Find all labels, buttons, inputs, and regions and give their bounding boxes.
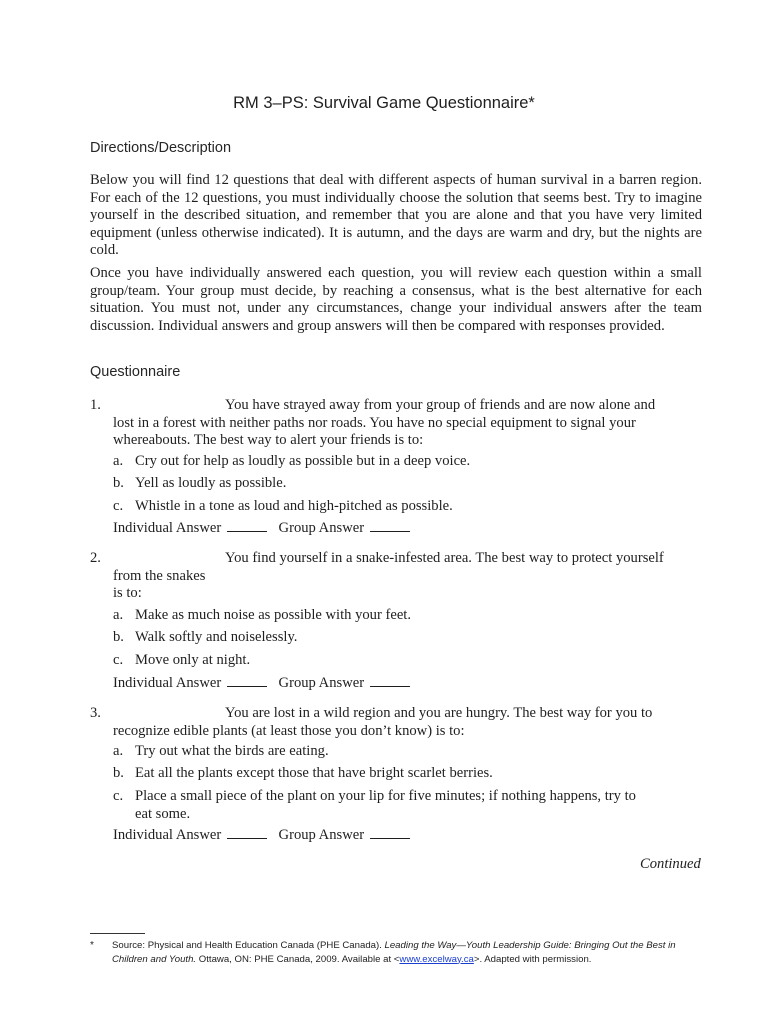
- option-letter: c.: [113, 788, 124, 804]
- option-letter: b.: [113, 765, 124, 781]
- stem-line: You find yourself in a snake-infested area. The best way to protect yourself: [225, 550, 664, 566]
- individual-answer-blank[interactable]: [227, 530, 267, 532]
- group-answer-label: Group Answer: [278, 675, 365, 691]
- group-answer-blank[interactable]: [370, 837, 410, 839]
- option-text: Move only at night.: [135, 652, 251, 668]
- individual-answer-blank[interactable]: [227, 685, 267, 687]
- stem-line: is to:: [113, 585, 142, 602]
- option-text: Yell as loudly as possible.: [135, 475, 287, 491]
- answer-line: [113, 827, 412, 845]
- group-answer-blank[interactable]: [370, 685, 410, 687]
- questionnaire-heading: Questionnaire: [90, 364, 181, 380]
- stem-line: from the snakes: [113, 567, 206, 584]
- question-number: 1.: [90, 397, 101, 413]
- group-answer-label: Group Answer: [278, 827, 365, 843]
- directions-heading: Directions/Description: [90, 140, 232, 156]
- individual-answer-label: Individual Answer: [113, 520, 222, 536]
- option-letter: a.: [113, 743, 124, 759]
- individual-answer-blank[interactable]: [227, 837, 267, 839]
- footnote-permission-text: >. Adapted with permission.: [473, 953, 592, 965]
- footnote-mark: *: [90, 940, 94, 951]
- stem-line: recognize edible plants (at least those you don’t know) is to:: [113, 722, 465, 739]
- question-number: 3.: [90, 705, 101, 721]
- option-text: Eat all the plants except those that have bright scarlet berries.: [135, 765, 493, 781]
- option-text: Try out what the birds are eating.: [135, 743, 329, 759]
- answer-line: [113, 675, 412, 693]
- individual-answer-label: Individual Answer: [113, 675, 222, 691]
- option-text-line: eat some.: [135, 805, 191, 822]
- option-text: Cry out for help as loudly as possible but in a deep voice.: [135, 453, 471, 469]
- option-text: [135, 788, 695, 823]
- directions-paragraph: Once you have individually answered each question, you will review each question within a small group/team. Your group must decide, by reaching a consensus, what is the best alternative for each situation. You must not, under any circumstances, change your individual answers after the team discussion. Individual answers and group answers will then be compared with responses provided.: [90, 265, 702, 334]
- option-letter: c.: [113, 652, 124, 668]
- footnote: [112, 939, 712, 966]
- question-stem: [113, 705, 703, 740]
- stem-line: You are lost in a wild region and you are hungry. The best way for you to: [225, 705, 653, 721]
- answer-line: [113, 520, 412, 538]
- continued-label: Continued: [640, 856, 701, 872]
- page-title: RM 3–PS: Survival Game Questionnaire*: [233, 94, 535, 112]
- footnote-publisher-text: Ottawa, ON: PHE Canada, 2009. Available at <: [196, 953, 400, 965]
- directions-paragraph: Below you will find 12 questions that deal with different aspects of human survival in a barren region. For each of the 12 questions, you must individually choose the solution that seems best. Try to imagine yourself in the described situation, and remember that you are alone and that you have very limited equipment (unless otherwise indicated). It is autumn, and the days are warm and dry, but the nights are cold.: [90, 172, 702, 259]
- option-letter: a.: [113, 453, 124, 469]
- footnote-title: Leading the Way—Youth Leadership Guide: Bringing Out the Best in Children and Youth.: [112, 940, 676, 965]
- question-stem: [113, 397, 703, 450]
- footnote-link[interactable]: www.excelway.ca: [399, 953, 474, 965]
- question-number: 2.: [90, 550, 101, 566]
- option-letter: b.: [113, 475, 124, 491]
- option-letter: c.: [113, 498, 124, 514]
- footnote-source-text: Source: Physical and Health Education Canada (PHE Canada).: [112, 940, 385, 951]
- group-answer-label: Group Answer: [278, 520, 365, 536]
- option-text: Make as much noise as possible with your feet.: [135, 607, 412, 623]
- option-text: Walk softly and noiselessly.: [135, 629, 298, 645]
- question-stem: [113, 550, 703, 603]
- stem-line: whereabouts. The best way to alert your friends is to:: [113, 432, 424, 449]
- stem-line: You have strayed away from your group of friends and are now alone and: [225, 397, 656, 413]
- option-letter: a.: [113, 607, 124, 623]
- option-text-line: Place a small piece of the plant on your lip for five minutes; if nothing happens, try to: [135, 788, 636, 804]
- group-answer-blank[interactable]: [370, 530, 410, 532]
- option-text: Whistle in a tone as loud and high-pitched as possible.: [135, 498, 453, 514]
- individual-answer-label: Individual Answer: [113, 827, 222, 843]
- footnote-rule: [90, 933, 145, 934]
- stem-line: lost in a forest with neither paths nor roads. You have no special equipment to signal your: [113, 414, 636, 431]
- option-letter: b.: [113, 629, 124, 645]
